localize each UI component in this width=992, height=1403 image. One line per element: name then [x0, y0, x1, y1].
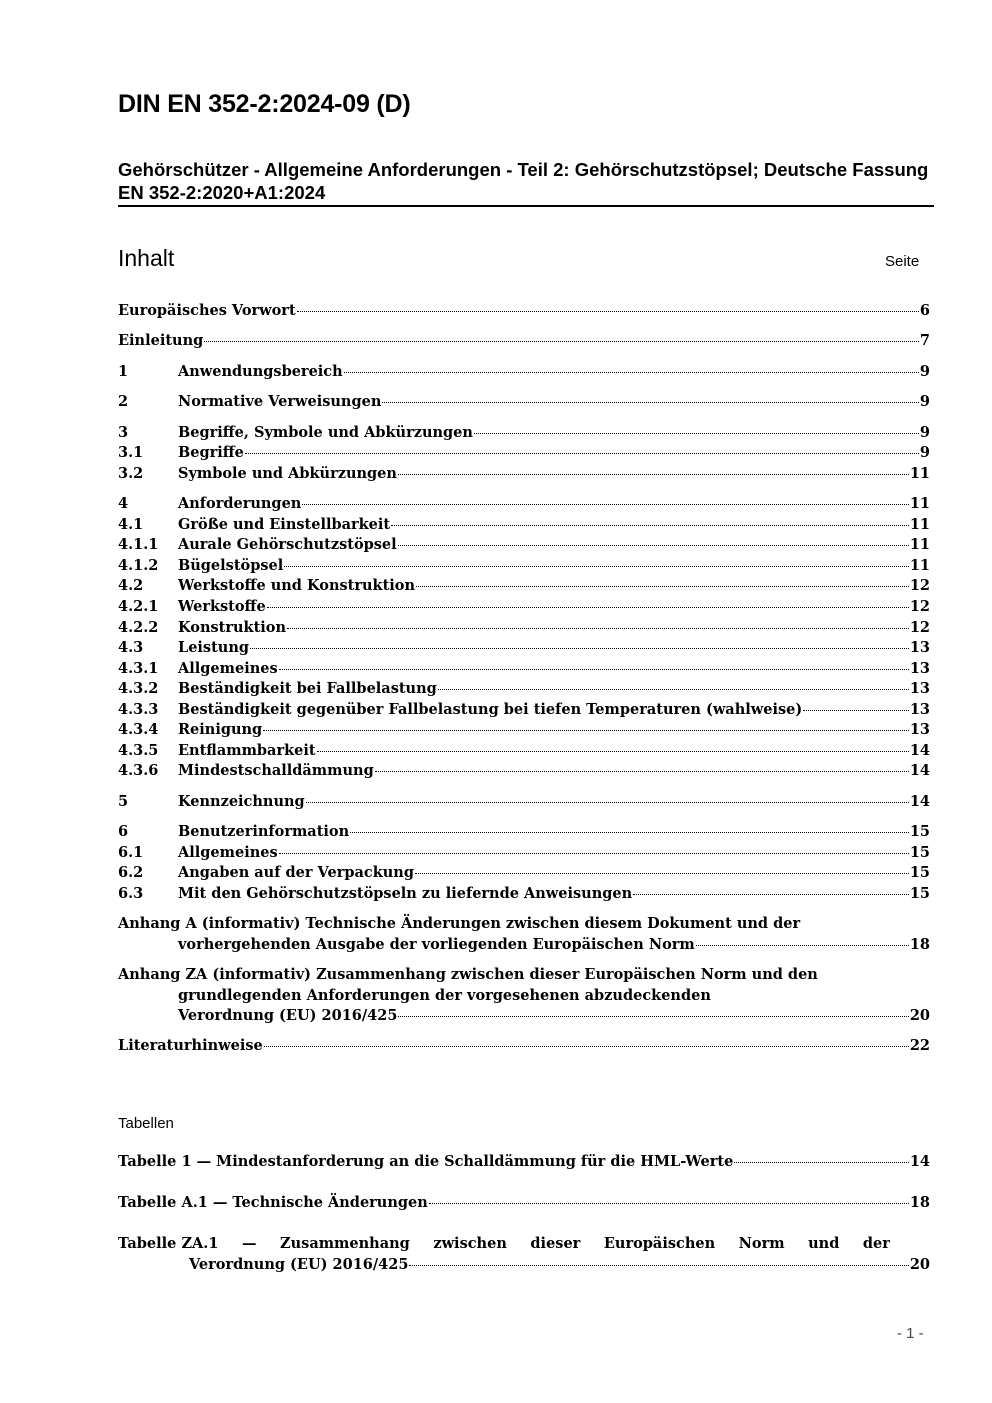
toc-entry-title: Angaben auf der Verpackung: [178, 864, 414, 881]
toc-entry-title: Europäisches Vorwort: [118, 302, 296, 319]
toc-entry[interactable]: [118, 721, 930, 741]
leader-dots: [287, 628, 909, 629]
toc-entry-page: 9: [919, 424, 930, 441]
toc-entry-page: 7: [919, 332, 930, 349]
toc-entry-page: 9: [919, 363, 930, 380]
leader-dots: [245, 453, 919, 454]
toc-entry[interactable]: [118, 864, 930, 884]
tableZA1-line1: [118, 1235, 890, 1252]
toc-entry-page: 14: [909, 762, 930, 779]
tableA1-title: Tabelle A.1 — Technische Änderungen: [118, 1194, 428, 1211]
toc-entry-title: Begriffe, Symbole und Abkürzungen: [178, 424, 473, 441]
toc-entry-number: 6.3: [118, 885, 144, 902]
toc-entry-page: 11: [909, 495, 930, 512]
tableZA1-word: der: [862, 1235, 890, 1252]
toc-entry-title: Allgemeines: [178, 660, 278, 677]
toc-entry[interactable]: [118, 793, 930, 813]
leader-dots: [302, 504, 908, 505]
bibliography-page: 22: [909, 1037, 930, 1054]
toc-entry[interactable]: [118, 701, 930, 721]
toc-entry-number: 4.3.3: [118, 701, 159, 718]
table-list-item-a1[interactable]: [118, 1194, 930, 1215]
tableZA1-word: und: [808, 1235, 840, 1252]
leader-dots: [306, 802, 909, 803]
leader-dots: [398, 474, 909, 475]
toc-entry[interactable]: [118, 495, 930, 515]
toc-entry[interactable]: [118, 598, 930, 618]
toc-entry-number: 4.2.2: [118, 619, 159, 636]
header-divider: [118, 205, 934, 207]
toc-entry-page: 13: [909, 660, 930, 677]
annex-za-line1: Anhang ZA (informativ) Zusammenhang zwischen dieser Europäischen Norm und den: [118, 966, 818, 983]
toc-entry-page: 11: [909, 465, 930, 482]
toc-entry-page: 15: [909, 844, 930, 861]
toc-page-column-label: Seite: [885, 253, 920, 270]
leader-dots: [250, 648, 909, 649]
leader-dots: [264, 1046, 909, 1047]
toc-entry-title: Größe und Einstellbarkeit: [178, 516, 391, 533]
toc-entry[interactable]: [118, 444, 930, 464]
toc-entry-page: 14: [909, 742, 930, 759]
toc-entry[interactable]: [118, 302, 930, 322]
table-list-item-1[interactable]: [118, 1153, 930, 1174]
toc-entry-page: 11: [909, 536, 930, 553]
toc-entry-page: 15: [909, 864, 930, 881]
toc-bibliography[interactable]: [118, 1037, 930, 1057]
toc-entry-page: 15: [909, 823, 930, 840]
toc-annex-za[interactable]: [118, 965, 930, 1027]
toc-entry[interactable]: [118, 680, 930, 700]
toc-entry-page: 9: [919, 444, 930, 461]
table1-page: 14: [909, 1153, 930, 1170]
toc-entry-title: Beständigkeit bei Fallbelastung: [178, 680, 437, 697]
toc-entry[interactable]: [118, 844, 930, 864]
toc-entry-title: Anforderungen: [178, 495, 302, 512]
toc-entry-title: Reinigung: [178, 721, 263, 738]
tableZA1-line2: Verordnung (EU) 2016/425: [189, 1256, 409, 1273]
toc-entry-number: 4.1.1: [118, 536, 159, 553]
toc-entry-page: 11: [909, 516, 930, 533]
toc-entry[interactable]: [118, 742, 930, 762]
leader-dots: [803, 710, 909, 711]
toc-entry-title: Mit den Gehörschutzstöpseln zu liefernde Anweisungen: [178, 885, 633, 902]
toc-entry-page: 13: [909, 639, 930, 656]
toc-entry[interactable]: [118, 660, 930, 680]
leader-dots: [297, 311, 919, 312]
document-title: DIN EN 352-2:2024-09 (D): [118, 90, 411, 118]
toc-entry-number: 2: [118, 393, 129, 410]
tableZA1-word: Europäischen: [603, 1235, 716, 1252]
toc-entry-title: Einleitung: [118, 332, 204, 349]
annex-a-line2: vorhergehenden Ausgabe der vorliegenden Europäischen Norm: [178, 935, 695, 953]
leader-dots: [633, 894, 909, 895]
toc-entry-number: 1: [118, 363, 129, 380]
toc-entry-title: Konstruktion: [178, 619, 287, 636]
toc-entry-title: Entflammbarkeit: [178, 742, 316, 759]
toc-entry-number: 4.3.1: [118, 660, 159, 677]
leader-dots: [416, 586, 909, 587]
toc-entry[interactable]: [118, 363, 930, 383]
tableA1-page: 18: [909, 1194, 930, 1211]
toc-entry-number: 5: [118, 793, 129, 810]
leader-dots: [204, 341, 919, 342]
toc-entry-number: 6.1: [118, 844, 144, 861]
toc-entry-page: 9: [919, 393, 930, 410]
tableZA1-word: zwischen: [433, 1235, 507, 1252]
toc-entry[interactable]: [118, 885, 930, 905]
table-list-item-za1[interactable]: [118, 1235, 930, 1277]
toc-entry-page: 12: [909, 577, 930, 594]
leader-dots: [429, 1203, 909, 1204]
leader-dots: [317, 751, 909, 752]
toc-entry-number: 4.2: [118, 577, 144, 594]
tableZA1-word: Norm: [738, 1235, 785, 1252]
toc-entry[interactable]: [118, 577, 930, 597]
toc-entry-title: Anwendungsbereich: [178, 363, 343, 380]
toc-entry-number: 4.2.1: [118, 598, 159, 615]
leader-dots: [734, 1162, 908, 1163]
toc-entry-page: 12: [909, 598, 930, 615]
toc-entry-number: 4.3.6: [118, 762, 159, 779]
toc-entry-number: 6.2: [118, 864, 144, 881]
toc-entry-page: 6: [919, 302, 930, 319]
toc-entry-title: Beständigkeit gegenüber Fallbelastung bei tiefen Temperaturen (wahlweise): [178, 701, 803, 718]
toc-entry-number: 4: [118, 495, 129, 512]
leader-dots: [398, 545, 909, 546]
toc-entry-number: 3.1: [118, 444, 144, 461]
leader-dots: [391, 525, 909, 526]
toc-entry-page: 15: [909, 885, 930, 902]
toc-entry-title: Werkstoffe: [178, 598, 266, 615]
toc-entry[interactable]: [118, 823, 930, 843]
leader-dots: [279, 853, 909, 854]
leader-dots: [398, 1016, 908, 1017]
toc-entry-number: 4.1: [118, 516, 144, 533]
leader-dots: [438, 689, 909, 690]
toc-entry[interactable]: [118, 536, 930, 556]
toc-entry[interactable]: [118, 639, 930, 659]
page-number: - 1 -: [897, 1325, 924, 1342]
toc-entry-title: Bügelstöpsel: [178, 557, 284, 574]
toc-entry[interactable]: [118, 762, 930, 782]
bibliography-title: Literaturhinweise: [118, 1037, 263, 1054]
leader-dots: [279, 669, 909, 670]
table1-title: Tabelle 1 — Mindestanforderung an die Schalldämmung für die HML-Werte: [118, 1153, 734, 1170]
tables-heading: Tabellen: [118, 1115, 174, 1132]
toc-entry-number: 3: [118, 424, 129, 441]
annex-a-line1: Anhang A (informativ) Technische Änderungen zwischen diesem Dokument und der: [118, 915, 801, 932]
leader-dots: [284, 566, 909, 567]
toc-entry-page: 13: [909, 721, 930, 738]
toc-entry[interactable]: [118, 332, 930, 352]
toc-entry[interactable]: [118, 516, 930, 536]
toc-entry-number: 4.3: [118, 639, 144, 656]
toc-entry-page: 13: [909, 701, 930, 718]
tableZA1-page: 20: [909, 1256, 930, 1273]
toc-entry-page: 12: [909, 619, 930, 636]
toc-entry-number: 4.1.2: [118, 557, 159, 574]
tableZA1-word: Zusammenhang: [280, 1235, 410, 1252]
toc-entry-title: Allgemeines: [178, 844, 278, 861]
leader-dots: [409, 1265, 908, 1266]
toc-entry[interactable]: [118, 424, 930, 444]
leader-dots: [267, 607, 909, 608]
leader-dots: [350, 832, 909, 833]
toc-entry[interactable]: [118, 465, 930, 485]
toc-entry-title: Benutzerinformation: [178, 823, 350, 840]
toc-entry-number: 6: [118, 823, 129, 840]
toc-entry-title: Normative Verweisungen: [178, 393, 382, 410]
leader-dots: [382, 402, 919, 403]
toc-entry[interactable]: [118, 557, 930, 577]
toc-entry-number: 4.3.4: [118, 721, 159, 738]
annex-za-line2: grundlegenden Anforderungen der vorgesehenen abzudeckenden: [178, 986, 711, 1004]
toc-entry-title: Werkstoffe und Konstruktion: [178, 577, 415, 594]
tableZA1-word: —: [241, 1235, 257, 1252]
annex-za-page: 20: [909, 1007, 930, 1024]
toc-entry-title: Leistung: [178, 639, 250, 656]
tableZA1-word: Tabelle ZA.1: [118, 1235, 219, 1252]
leader-dots: [375, 771, 909, 772]
toc-entry-title: Symbole und Abkürzungen: [178, 465, 397, 482]
leader-dots: [696, 945, 909, 946]
annex-a-page: 18: [909, 935, 930, 953]
toc-annex-a[interactable]: [118, 914, 930, 955]
toc-entry-page: 11: [909, 557, 930, 574]
toc-entry-title: Aurale Gehörschutzstöpsel: [178, 536, 397, 553]
toc-entry-title: Begriffe: [178, 444, 244, 461]
toc-entry-page: 13: [909, 680, 930, 697]
leader-dots: [415, 873, 909, 874]
toc-entry-title: Mindestschalldämmung: [178, 762, 374, 779]
toc-entry-title: Kennzeichnung: [178, 793, 305, 810]
leader-dots: [263, 730, 909, 731]
toc-heading: Inhalt: [118, 245, 175, 271]
document-subtitle: Gehörschützer - Allgemeine Anforderungen - Teil 2: Gehörschutzstöpsel; Deutsche Fassung EN 352-2:2020+A1:2024: [118, 159, 929, 203]
toc-entry-number: 4.3.5: [118, 742, 159, 759]
annex-za-line3: Verordnung (EU) 2016/425: [178, 1007, 398, 1024]
leader-dots: [344, 372, 919, 373]
tableZA1-word: dieser: [530, 1235, 581, 1252]
toc-entry[interactable]: [118, 393, 930, 413]
leader-dots: [474, 433, 919, 434]
toc-entry-number: 3.2: [118, 465, 144, 482]
toc-entry-page: 14: [909, 793, 930, 810]
toc-entry[interactable]: [118, 619, 930, 639]
toc-entry-number: 4.3.2: [118, 680, 159, 697]
